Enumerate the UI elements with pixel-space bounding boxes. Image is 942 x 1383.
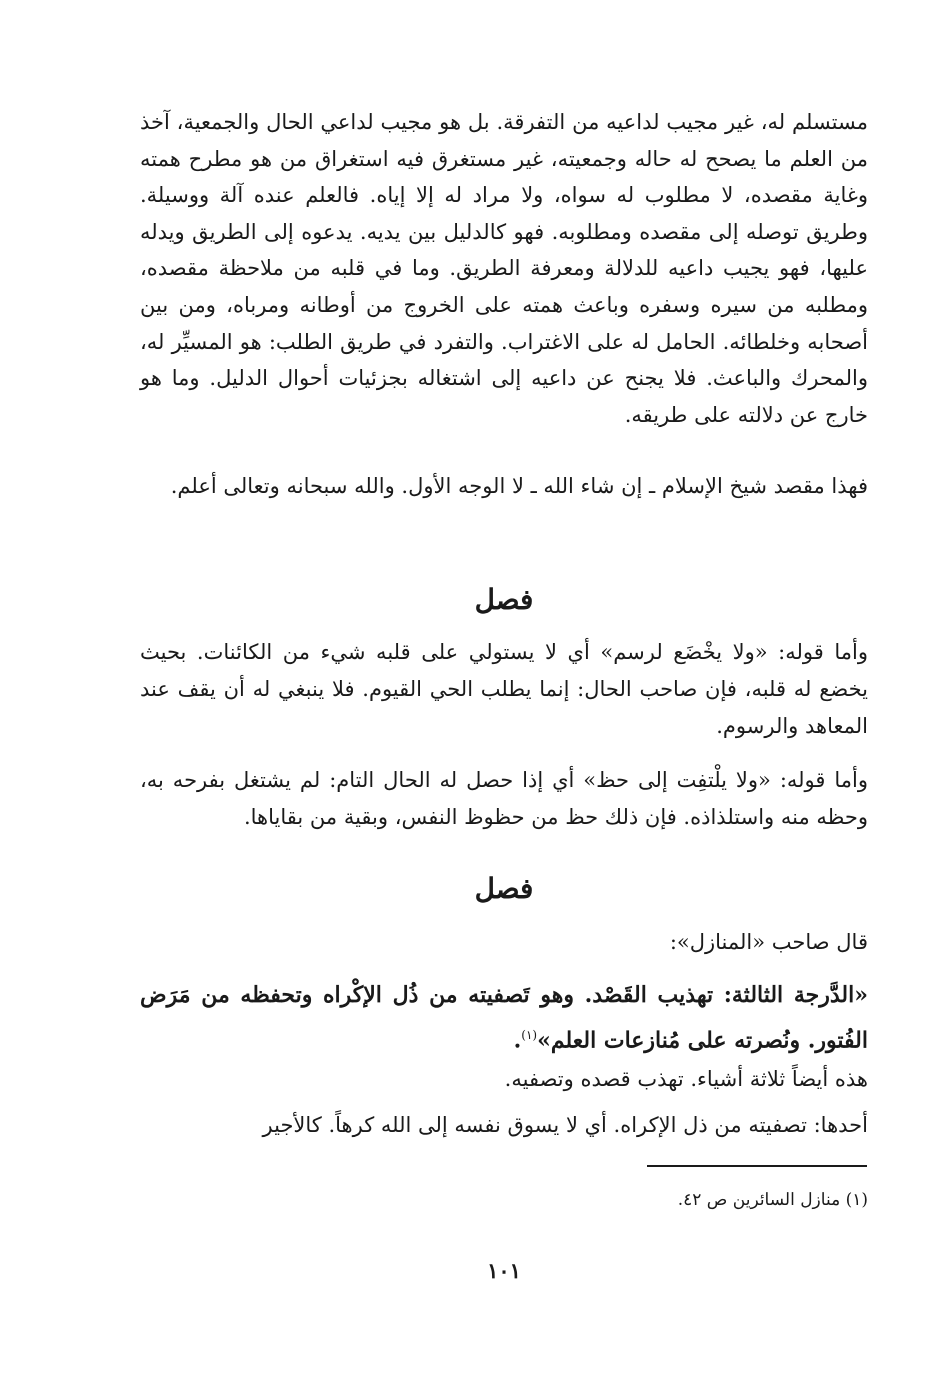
quote-end: . — [513, 1027, 522, 1054]
paragraph-1: مستسلم له، غير مجيب لداعيه من التفرقة. بل هو مجيب لداعي الحال والجمعية، آخذ من العلم ما يصحح له حاله وجمعيته، غير مستغرق فيه استغراق من هو مطرح همته وغاية مقصده، لا مطلوب له سواه، ولا مراد له إلا إياه. فالعلم عنده آلة ووسيلة. وطريق توصله إلى مقصده ومطلوبه. فهو كالدليل بين يديه. يدعوه إلى الطريق ويدله عليها، فهو يجيب داعيه للدلالة ومعرفة الطريق. وما في قلبه من ملاحظة مقصده، ومطلبه من سيره وسفره وباعث همته على الخروج من أوطانه ومرباه، ومن بين أصحابه وخلطائه. الحامل له على الاغتراب. والتفرد في طريق الطلب: هو المسيِّر له، والمحرك والباعث. فلا يجنح عن داعيه إلى اشتغاله بجزئيات أحوال الدليل. وما هو خارج عن دلالته على طريقه. — [140, 110, 869, 427]
paragraph-7: هذه أيضاً ثلاثة أشياء. تهذب قصده وتصفيه. — [504, 1067, 868, 1091]
section-heading-1: فصل — [474, 583, 534, 616]
footnote: (١) منازل السائرين ص ٤٢. — [677, 1190, 868, 1210]
footnote-marker: (١) — [521, 1028, 538, 1042]
footnote-divider — [647, 1165, 867, 1167]
page-number: ١٠١ — [487, 1258, 521, 1283]
paragraph-5: قال صاحب «المنازل»: — [669, 930, 868, 954]
paragraph-6-quote — [140, 975, 868, 1060]
section-heading-2: فصل — [474, 872, 534, 905]
paragraph-8: أحدها: تصفيته من ذل الإكراه. أي لا يسوق نفسه إلى الله كرهاً. كالأجير — [262, 1113, 868, 1137]
paragraph-4: وأما قوله: «ولا يلْتفِت إلى حظ» أي إذا حصل له الحال التام: لم يشتغل بفرحه به، وحظه منه واستلذاذه. فإن ذلك حظ من حظوظ النفس، وبقية من بقاياها. — [140, 768, 868, 829]
quote-text: «الدَّرجة الثالثة: تهذيب القَصْد. وهو تَصفيته من ذُل الإكْراه وتحفظه من مَرَض الفُتور. ونُصرته على مُنازعات العلم» — [140, 982, 868, 1054]
paragraph-3: وأما قوله: «ولا يخْضَع لرسم» أي لا يستولي على قلبه شيء من الكائنات. بحيث يخضع له قلبه، فإن صاحب الحال: إنما يطلب الحي القيوم. فلا ينبغي له أن يقف عند المعاهد والرسوم. — [140, 640, 868, 738]
paragraph-2: فهذا مقصد شيخ الإسلام ـ إن شاء الله ـ لا الوجه الأول. والله سبحانه وتعالى أعلم. — [170, 474, 868, 498]
